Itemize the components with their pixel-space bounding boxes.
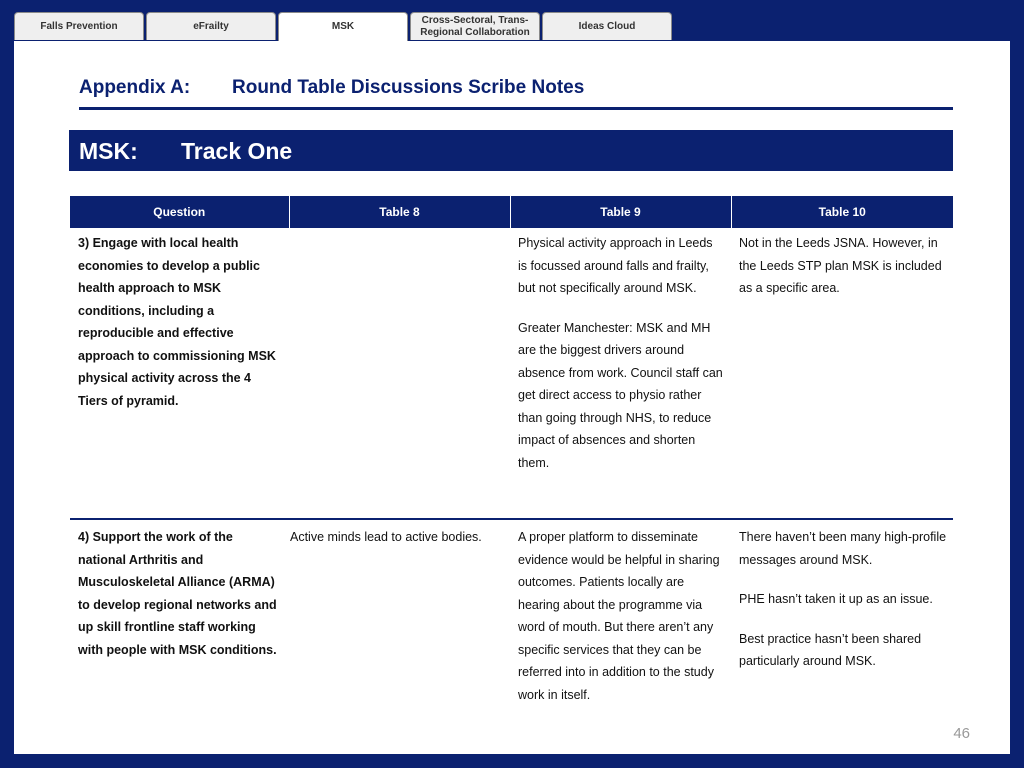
table8-cell (289, 519, 510, 716)
note-paragraph: Active minds lead to active bodies. (290, 530, 482, 544)
tab-bar (14, 12, 674, 41)
appendix-label: Appendix A: (79, 77, 191, 98)
note-paragraph: There haven’t been many high-profile messages around MSK. (739, 530, 947, 567)
appendix-header (79, 77, 953, 110)
column-header: Table 8 (289, 196, 510, 228)
document-page (14, 41, 1010, 754)
table10-cell (731, 228, 953, 519)
appendix-title: Round Table Discussions Scribe Notes (232, 77, 585, 98)
table9-cell (510, 519, 731, 716)
column-header: Question (70, 196, 289, 228)
question-cell: 4) Support the work of the national Arthritis and Musculoskeletal Alliance (ARMA) to develop regional networks and up skill frontline staff working with people with MSK conditions. (70, 519, 289, 716)
table8-cell (289, 228, 510, 519)
column-header: Table 9 (510, 196, 731, 228)
table10-cell (731, 519, 953, 716)
tab-ideas-cloud[interactable]: Ideas Cloud (542, 12, 672, 40)
table-header-row (70, 196, 953, 228)
section-banner (69, 130, 953, 171)
page-number: 46 (953, 725, 970, 742)
column-header: Table 10 (731, 196, 953, 228)
section-label: MSK: (79, 138, 138, 164)
tab-falls-prevention[interactable]: Falls Prevention (14, 12, 144, 40)
note-paragraph: Physical activity approach in Leeds is focussed around falls and frailty, but not specifically around MSK. (518, 236, 713, 295)
tab-efrailty[interactable]: eFrailty (146, 12, 276, 40)
question-cell: 3) Engage with local health economies to develop a public health approach to MSK conditions, including a reproducible and effective approach to commissioning MSK physical activity across the 4 Tiers of pyramid. (78, 236, 276, 408)
note-paragraph: Greater Manchester: MSK and MH are the biggest drivers around absence from work. Council staff can get direct access to physio rather than going through NHS, to reduce impact of absences and shorten them. (518, 320, 723, 470)
note-paragraph: Best practice hasn’t been shared particularly around MSK. (739, 631, 922, 668)
note-paragraph: Not in the Leeds JSNA. However, in the Leeds STP plan MSK is included as a specific area. (739, 236, 942, 295)
tab-cross-sectoral[interactable]: Cross-Sectoral, Trans-Regional Collaboration (410, 12, 540, 40)
note-paragraph: A proper platform to disseminate evidence would be helpful in sharing outcomes. Patients locally are hearing about the programme via word of mouth. But there aren’t any specific services that they can be referred into in addition to the study work in itself. (518, 530, 720, 702)
note-paragraph: PHE hasn’t taken it up as an issue. (739, 592, 933, 606)
section-title: Track One (181, 138, 293, 164)
table9-cell (510, 228, 731, 519)
table-row (70, 228, 953, 519)
scribe-notes-table (70, 196, 953, 716)
table-row (70, 519, 953, 716)
tab-msk[interactable]: MSK (278, 12, 408, 41)
